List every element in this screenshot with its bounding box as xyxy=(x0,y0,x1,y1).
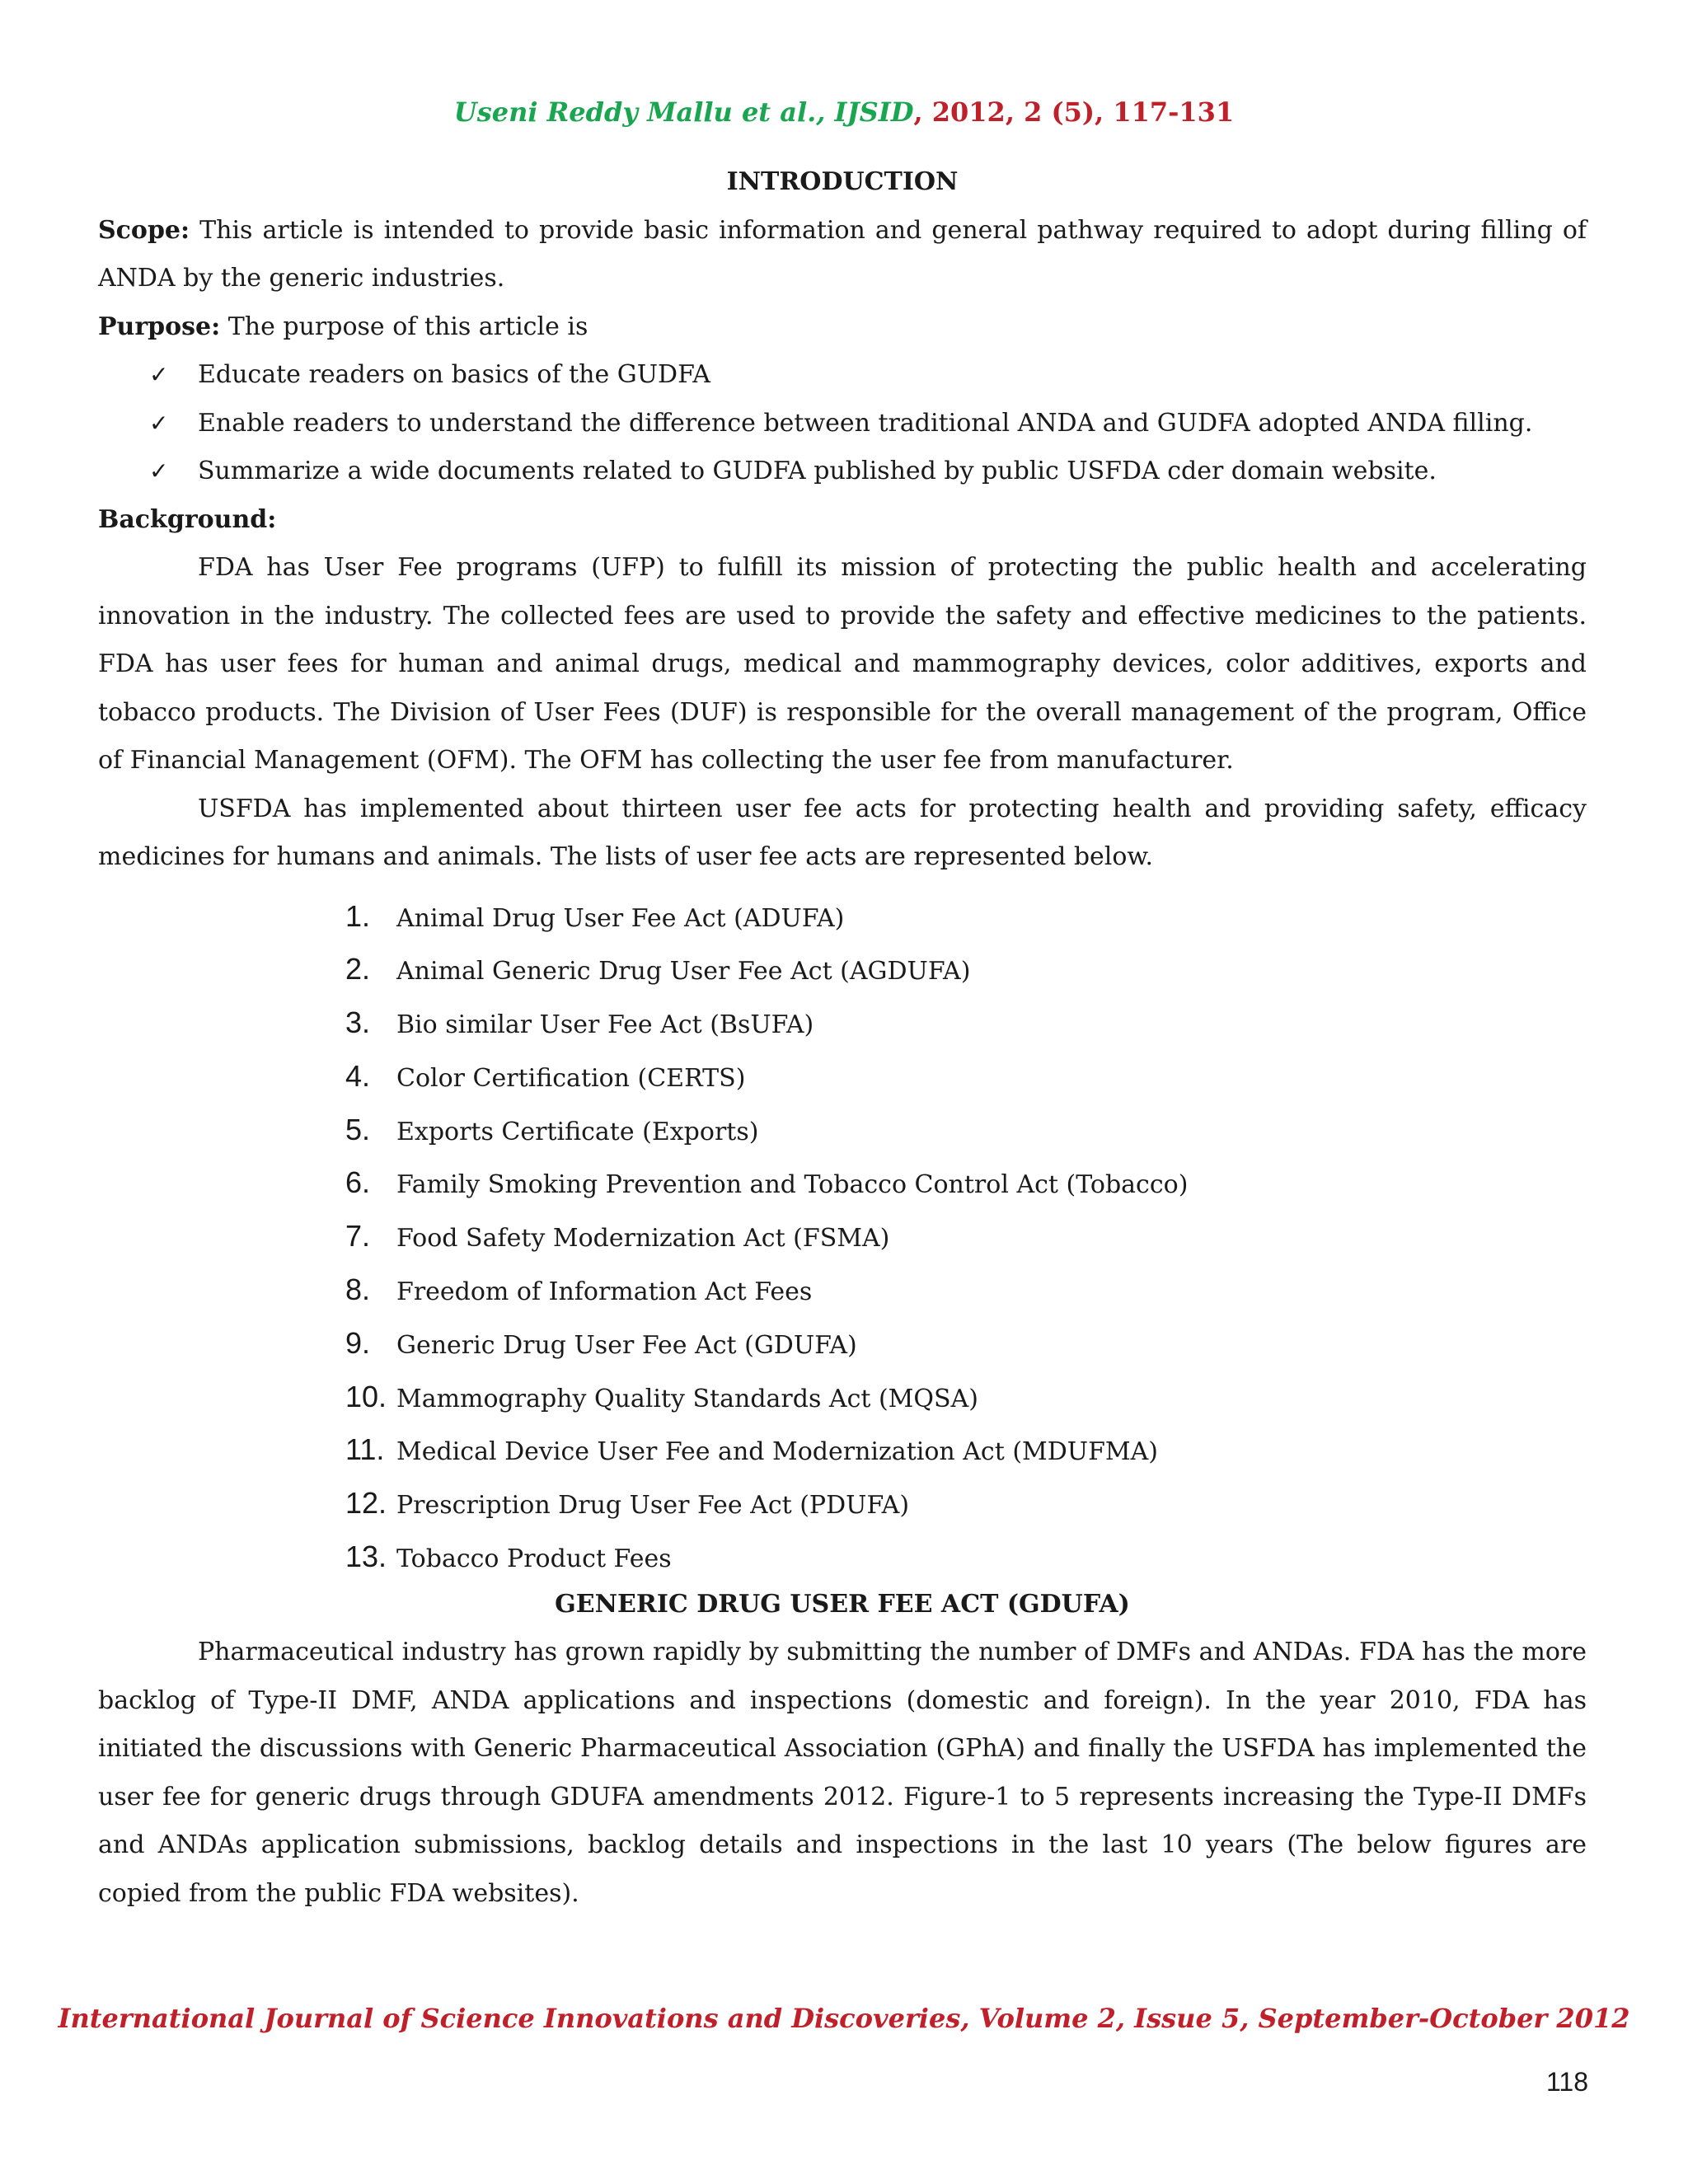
list-item xyxy=(345,1104,1587,1157)
scope-paragraph xyxy=(98,207,1587,303)
list-item xyxy=(345,1423,1587,1477)
list-item-number: 7. xyxy=(345,1219,371,1254)
list-item-text: Freedom of Information Act Fees xyxy=(396,1277,813,1307)
list-item-number: 13. xyxy=(345,1540,387,1574)
journal-footer: International Journal of Science Innovations and Discoveries, Volume 2, Issue 5, September-October 2012 xyxy=(58,2003,1630,2034)
list-item-text: Family Smoking Prevention and Tobacco Control Act (Tobacco) xyxy=(396,1170,1189,1200)
purpose-checklist xyxy=(98,351,1587,496)
list-item-number: 9. xyxy=(345,1325,371,1360)
list-item-text: Prescription Drug User Fee Act (PDUFA) xyxy=(396,1491,910,1521)
list-item xyxy=(345,996,1587,1050)
purpose-text: The purpose of this article is xyxy=(220,312,588,341)
checkmark-icon: ✓ xyxy=(149,409,169,437)
list-item-text: Food Safety Modernization Act (FSMA) xyxy=(396,1224,890,1254)
header-authors: Useni Reddy Mallu et al., xyxy=(453,96,835,128)
checklist-item xyxy=(149,400,1587,448)
checkmark-icon: ✓ xyxy=(149,457,169,485)
list-item xyxy=(345,1156,1587,1210)
list-item-number: 5. xyxy=(345,1112,371,1146)
gdufa-paragraph: Pharmaceutical industry has grown rapidly by submitting the number of DMFs and ANDAs. FDA has the more backlog of Type-II DMF, ANDA applications and inspections (domestic and foreign). In the year 2010, FDA has initiated the discussions with Generic Pharmaceutical Association (GPhA) and finally the USFDA has implemented the user fee for generic drugs through GDUFA amendments 2012. Figure-1 to 5 represents increasing the Type-II DMFs and ANDAs application submissions, backlog details and inspections in the last 10 years (The below figures are copied from the public FDA websites). xyxy=(98,1638,1587,1908)
list-item-text: Bio similar User Fee Act (BsUFA) xyxy=(396,1010,814,1040)
checkmark-icon: ✓ xyxy=(149,361,169,388)
scope-label: Scope: xyxy=(98,215,190,245)
purpose-label: Purpose: xyxy=(98,312,221,341)
checklist-item-text: Enable readers to understand the difference between traditional ANDA and GUDFA adopted ANDA filling. xyxy=(198,408,1533,438)
list-item-text: Mammography Quality Standards Act (MQSA) xyxy=(396,1384,978,1413)
user-fee-acts-list xyxy=(98,890,1587,1584)
list-item xyxy=(345,943,1587,996)
list-item-number: 8. xyxy=(345,1272,371,1307)
list-item-text: Tobacco Product Fees xyxy=(396,1544,672,1574)
list-item-number: 11. xyxy=(345,1432,385,1467)
background-paragraph-2: USFDA has implemented about thirteen user fee acts for protecting health and providing safety, efficacy medicines for humans and animals. The lists of user fee acts are represented below. xyxy=(98,794,1587,871)
list-item-text: Generic Drug User Fee Act (GDUFA) xyxy=(396,1330,857,1360)
background-paragraph-1: FDA has User Fee programs (UFP) to fulfill its mission of protecting the public health and accelerating innovation in the industry. The collected fees are used to provide the safety and effective medicines to the patients. FDA has user fees for human and animal drugs, medical and mammography devices, color additives, exports and tobacco products. The Division of User Fees (DUF) is responsible for the overall management of the program, Office of Financial Management (OFM). The OFM has collecting the user fee from manufacturer. xyxy=(98,553,1587,775)
list-item xyxy=(345,1371,1587,1424)
article-body xyxy=(98,158,1587,1918)
section-heading-gdufa: GENERIC DRUG USER FEE ACT (GDUFA) xyxy=(555,1589,1130,1619)
section-heading-introduction: INTRODUCTION xyxy=(726,167,959,196)
list-item-text: Medical Device User Fee and Modernization Act (MDUFMA) xyxy=(396,1437,1158,1467)
header-citation: , 2012, 2 (5), 117-131 xyxy=(913,96,1235,128)
background-label: Background: xyxy=(98,504,277,534)
list-item xyxy=(345,1530,1587,1584)
list-item xyxy=(345,1210,1587,1263)
checklist-item xyxy=(149,448,1587,496)
list-item-text: Animal Drug User Fee Act (ADUFA) xyxy=(396,903,845,933)
list-item-number: 4. xyxy=(345,1058,371,1093)
list-item-number: 6. xyxy=(345,1165,371,1200)
scope-text: This article is intended to provide basic information and general pathway required to adopt during filling of ANDA by the generic industries. xyxy=(98,215,1587,293)
list-item-number: 3. xyxy=(345,1005,371,1040)
list-item-text: Exports Certificate (Exports) xyxy=(396,1117,759,1146)
list-item-number: 1. xyxy=(345,898,371,933)
running-header xyxy=(0,96,1688,128)
checklist-item-text: Summarize a wide documents related to GUDFA published by public USFDA cder domain website. xyxy=(198,457,1437,485)
list-item xyxy=(345,1050,1587,1104)
list-item-number: 10. xyxy=(345,1379,387,1413)
list-item xyxy=(345,1263,1587,1317)
list-item xyxy=(345,1317,1587,1371)
list-item-text: Color Certification (CERTS) xyxy=(396,1063,746,1093)
list-item-number: 12. xyxy=(345,1486,387,1521)
checklist-item xyxy=(149,351,1587,400)
purpose-paragraph xyxy=(98,303,1587,352)
list-item xyxy=(345,890,1587,944)
list-item xyxy=(345,1477,1587,1530)
checklist-item-text: Educate readers on basics of the GUDFA xyxy=(198,360,710,389)
page-number: 118 xyxy=(1545,2067,1588,2097)
header-journal-abbr: IJSID xyxy=(834,96,914,128)
list-item-text: Animal Generic Drug User Fee Act (AGDUFA) xyxy=(396,957,971,987)
list-item-number: 2. xyxy=(345,952,371,987)
